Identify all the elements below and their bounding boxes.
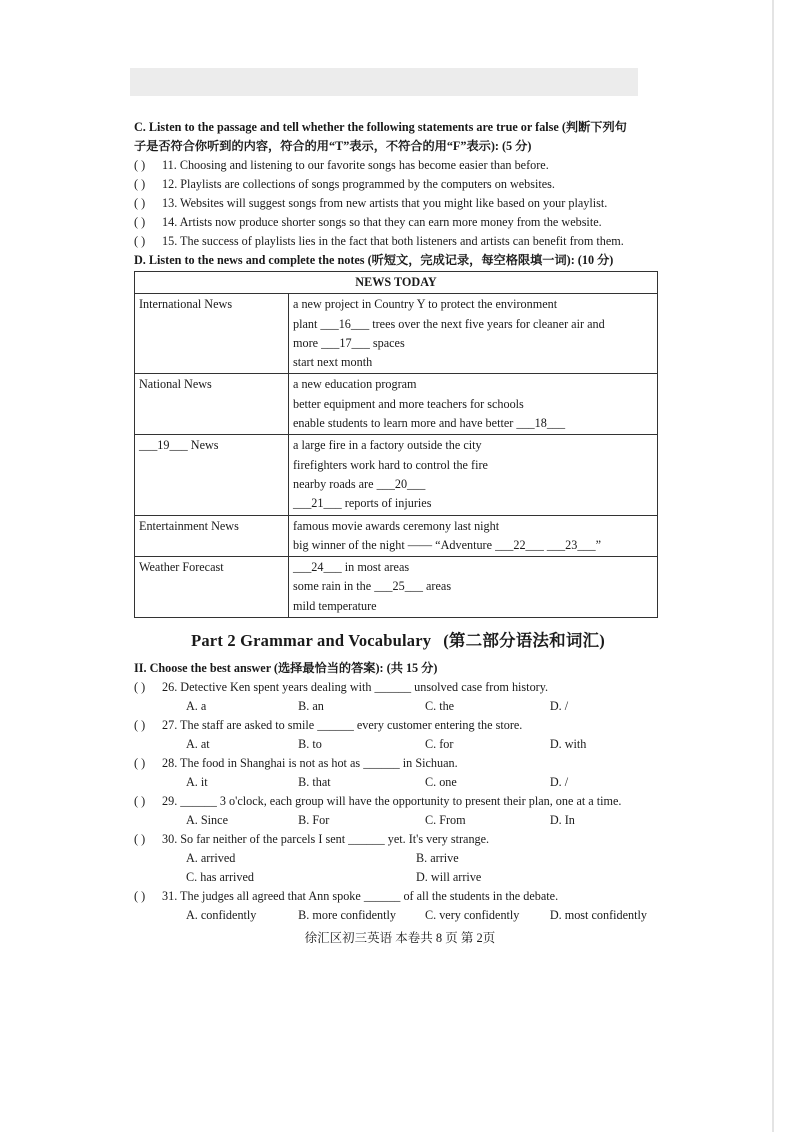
- question-text: 29. ______ 3 o'clock, each group will have the opportunity to present their plan, one at a time.: [162, 794, 622, 809]
- option[interactable]: B. arrive: [416, 851, 459, 866]
- section-c-heading-line2: 子是否符合你听到的内容，符合的用“T”表示，不符合的用“F”表示): (5 分): [134, 139, 532, 153]
- note-line[interactable]: ___21___ reports of injuries: [293, 496, 432, 511]
- question-text: 31. The judges all agreed that Ann spoke ______ of all the students in the debate.: [162, 889, 559, 904]
- news-notes: [289, 294, 658, 374]
- section-ii: [134, 659, 662, 925]
- news-row-national: [135, 374, 658, 435]
- option[interactable]: B. that: [298, 775, 331, 790]
- answer-blank[interactable]: ( ): [134, 794, 146, 809]
- question-options: [134, 906, 662, 925]
- option[interactable]: B. an: [298, 699, 324, 714]
- question-options: [134, 773, 662, 792]
- answer-blank[interactable]: ( ): [134, 680, 146, 695]
- option[interactable]: C. From: [424, 813, 466, 828]
- section-c-heading-line1: C. Listen to the passage and tell whether the following statements are true or false (判断下列句: [134, 120, 627, 134]
- option[interactable]: A. arrived: [186, 851, 236, 866]
- statement-text: 15. The success of playlists lies in the fact that both listeners and artists can benefit from them.: [162, 234, 624, 248]
- statement-text: 14. Artists now produce shorter songs so that they can earn more money from the website.: [162, 215, 602, 229]
- option[interactable]: A. a: [186, 699, 207, 714]
- news-category: Entertainment News: [135, 515, 289, 557]
- answer-blank[interactable]: ( ): [134, 889, 146, 904]
- option[interactable]: D. /: [549, 775, 569, 790]
- question-options: [134, 868, 662, 887]
- option[interactable]: D. will arrive: [416, 870, 482, 885]
- answer-blank[interactable]: ( ): [134, 718, 146, 733]
- note-line[interactable]: nearby roads are ___20___: [293, 476, 426, 491]
- question-options: [134, 811, 662, 830]
- note-line: a new education program: [293, 377, 417, 392]
- news-notes: [289, 374, 658, 435]
- note-line: mild temperature: [293, 598, 377, 613]
- option[interactable]: C. one: [424, 775, 457, 790]
- question-item: [134, 678, 662, 697]
- note-line[interactable]: big winner of the night —— “Adventure ___22___ ___23___”: [293, 537, 602, 552]
- answer-blank[interactable]: ( ): [134, 832, 146, 847]
- option[interactable]: D. with: [549, 737, 587, 752]
- question-item: [134, 887, 662, 906]
- top-blur-band: [130, 68, 638, 96]
- statement-item: [134, 232, 662, 251]
- note-line[interactable]: more ___17___ spaces: [293, 335, 405, 350]
- news-row-entertainment: [135, 515, 658, 557]
- question-options: [134, 735, 662, 754]
- question-item: [134, 716, 662, 735]
- statement-text: 12. Playlists are collections of songs programmed by the computers on websites.: [162, 177, 555, 191]
- statement-text: 11. Choosing and listening to our favorite songs has become easier than before.: [162, 158, 549, 172]
- question-item: [134, 792, 662, 811]
- question-text: 28. The food in Shanghai is not as hot as ______ in Sichuan.: [162, 756, 458, 771]
- news-table-title: NEWS TODAY: [135, 272, 658, 294]
- option[interactable]: C. the: [424, 699, 455, 714]
- note-line: better equipment and more teachers for schools: [293, 396, 524, 411]
- news-category: National News: [135, 374, 289, 435]
- news-notes: [289, 435, 658, 515]
- news-row-weather: [135, 557, 658, 618]
- answer-blank[interactable]: ( ): [134, 756, 146, 771]
- section-c: [134, 118, 662, 251]
- option[interactable]: A. confidently: [186, 908, 257, 923]
- exam-page: [134, 118, 662, 925]
- section-ii-heading: II. Choose the best answer (选择最恰当的答案): (共 15 分): [134, 661, 438, 676]
- news-category[interactable]: ___19___ News: [135, 435, 289, 515]
- question-text: 30. So far neither of the parcels I sent ______ yet. It's very strange.: [162, 832, 490, 847]
- part2-title-en: Part 2 Grammar and Vocabulary: [191, 631, 432, 651]
- note-line: famous movie awards ceremony last night: [293, 518, 500, 533]
- note-line[interactable]: enable students to learn more and have better ___18___: [293, 416, 566, 431]
- note-line: a new project in Country Y to protect the environment: [293, 297, 558, 312]
- question-item: [134, 830, 662, 849]
- option[interactable]: D. In: [549, 813, 575, 828]
- option[interactable]: B. For: [298, 813, 330, 828]
- option[interactable]: C. has arrived: [186, 870, 255, 885]
- news-category: International News: [135, 294, 289, 374]
- note-line: firefighters work hard to control the fire: [293, 457, 488, 472]
- statement-item: [134, 175, 662, 194]
- note-line: start next month: [293, 355, 373, 370]
- statement-text: 13. Websites will suggest songs from new artists that you might like based on your playlist.: [162, 196, 608, 210]
- option[interactable]: D. /: [549, 699, 569, 714]
- answer-blank[interactable]: ( ): [134, 196, 146, 210]
- section-d: [134, 251, 662, 618]
- statement-item: [134, 156, 662, 175]
- option[interactable]: B. more confidently: [298, 908, 396, 923]
- note-line[interactable]: plant ___16___ trees over the next five years for cleaner air and: [293, 316, 605, 331]
- option[interactable]: D. most confidently: [549, 908, 647, 923]
- note-line[interactable]: ___24___ in most areas: [293, 560, 410, 575]
- answer-blank[interactable]: ( ): [134, 177, 146, 191]
- news-notes: [289, 515, 658, 557]
- news-category: Weather Forecast: [135, 557, 289, 618]
- option[interactable]: A. Since: [186, 813, 228, 828]
- option[interactable]: A. at: [186, 737, 210, 752]
- answer-blank[interactable]: ( ): [134, 234, 146, 248]
- news-row-international: [135, 294, 658, 374]
- note-line[interactable]: some rain in the ___25___ areas: [293, 579, 452, 594]
- news-notes: [289, 557, 658, 618]
- news-table: [134, 271, 658, 618]
- page-footer: 徐汇区初三英语 本卷共 8 页 第 2页: [304, 931, 496, 945]
- part2-title: [134, 627, 662, 651]
- question-text: 26. Detective Ken spent years dealing with ______ unsolved case from history.: [162, 680, 549, 695]
- answer-blank[interactable]: ( ): [134, 158, 146, 172]
- question-text: 27. The staff are asked to smile ______ every customer entering the store.: [162, 718, 523, 733]
- statement-item: [134, 194, 662, 213]
- question-item: [134, 754, 662, 773]
- news-row-local: [135, 435, 658, 515]
- option[interactable]: C. for: [424, 737, 454, 752]
- section-d-heading: D. Listen to the news and complete the notes (听短文，完成记录，每空格限填一词): (10 分): [134, 253, 614, 267]
- option[interactable]: A. it: [186, 775, 208, 790]
- part2-title-cn: (第二部分语法和词汇): [443, 631, 605, 651]
- statement-item: [134, 213, 662, 232]
- note-line: a large fire in a factory outside the city: [293, 438, 482, 453]
- answer-blank[interactable]: ( ): [134, 215, 146, 229]
- question-options: [134, 697, 662, 716]
- scan-edge: [772, 0, 774, 1132]
- question-options: [134, 849, 662, 868]
- option[interactable]: B. to: [298, 737, 322, 752]
- option[interactable]: C. very confidently: [424, 908, 520, 923]
